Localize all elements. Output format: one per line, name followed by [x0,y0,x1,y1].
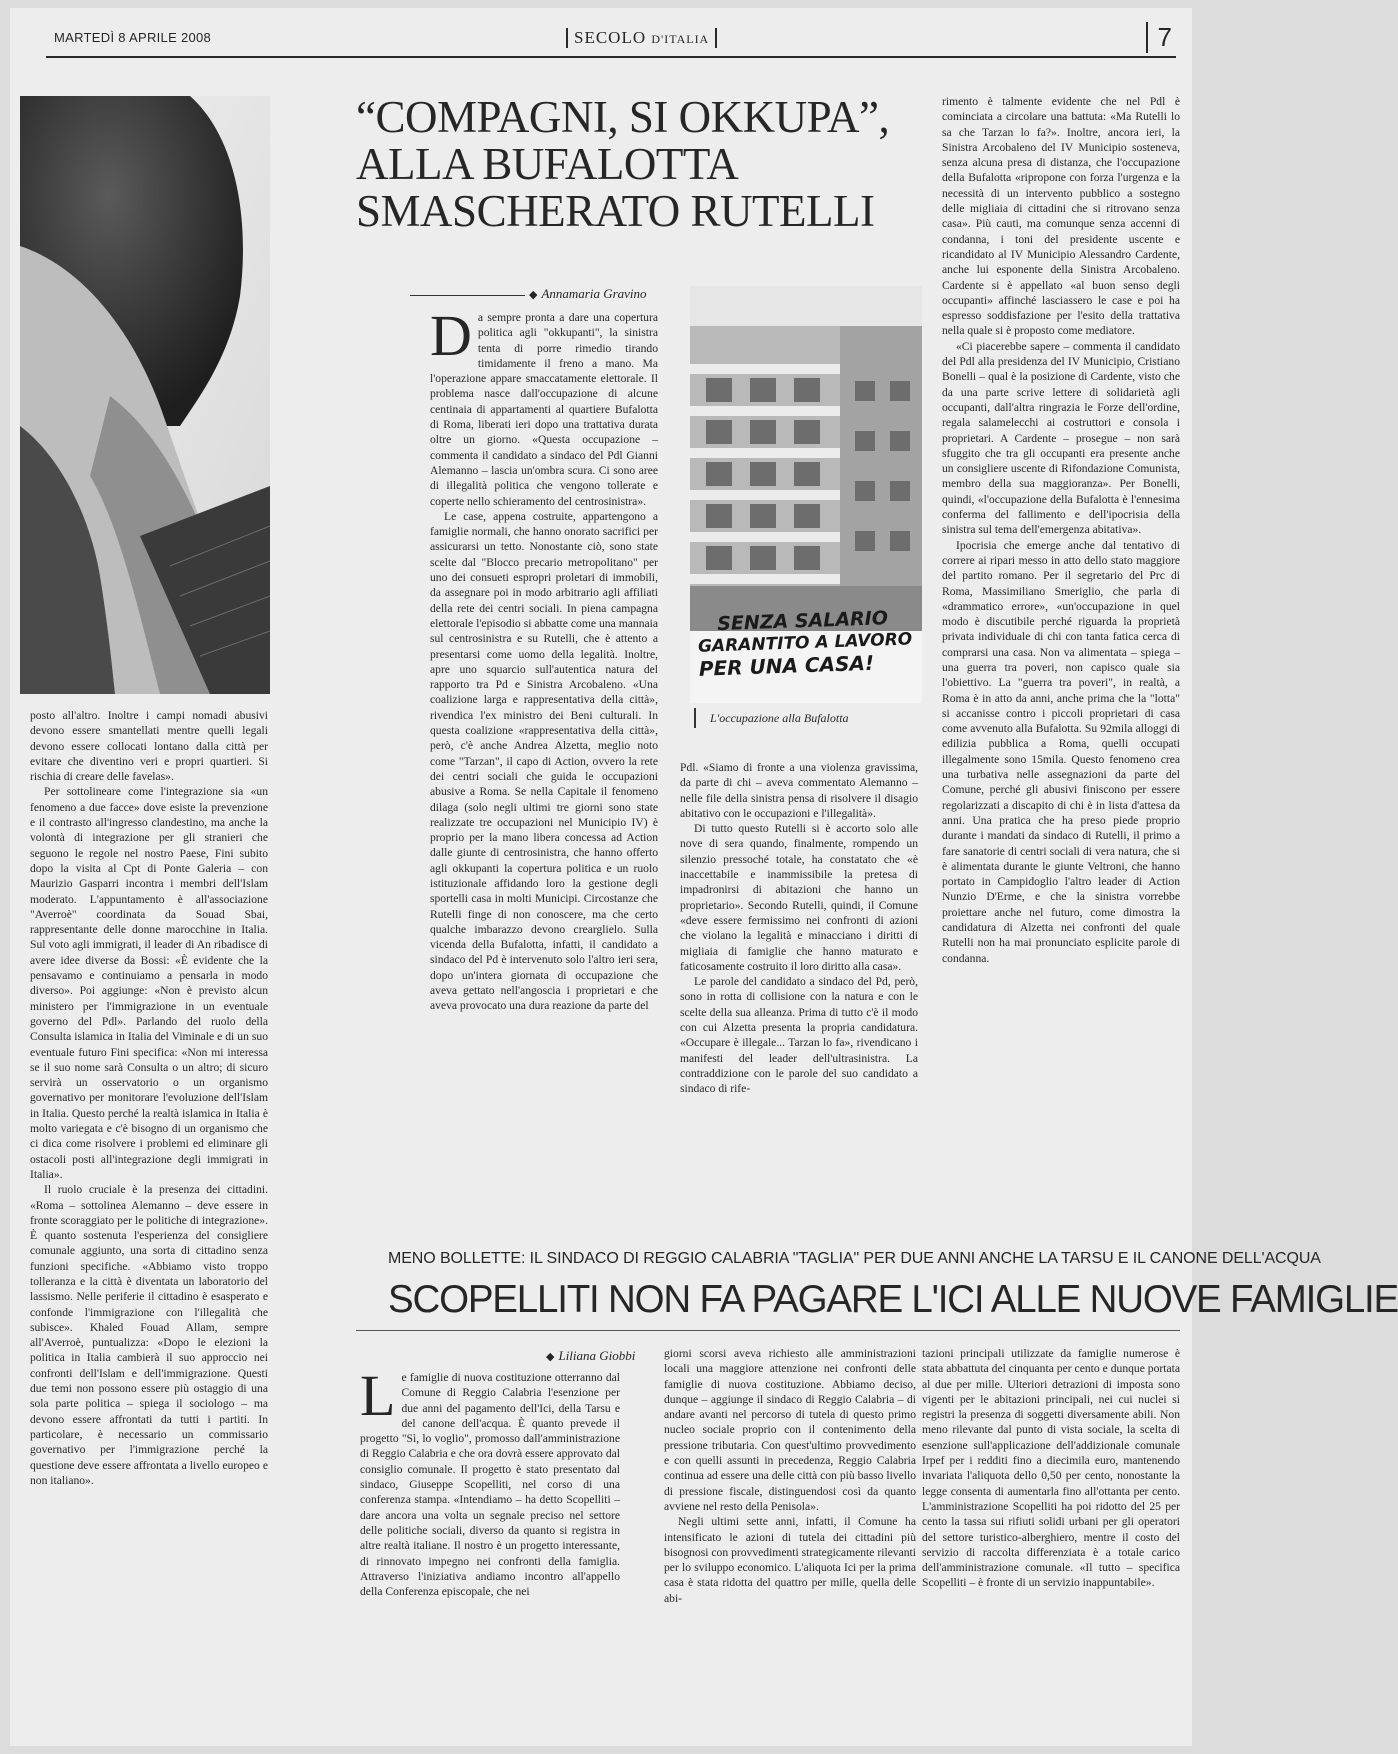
second-article-headline: SCOPELLITI NON FA PAGARE L'ICI ALLE NUOVE FAMIGLIE [388,1278,1398,1321]
byline-author: Liliana Giobbi [558,1348,636,1363]
paragraph: Le case, appena costruite, appartengono a famiglie normali, che hanno onorato sacrifici per assicurarsi un tetto. Nonostante ciò, sono state scelte dal "Blocco precario metropolitano" per uno dei consueti espropri proletari di immobili, da assegnare poi in modo arbitrario agli affiliati della rete dei centri sociali. In piena campagna elettorale l'episodio si abbatte come una mannaia sul centrosinistra e su Rutelli, che è attento a presentarsi come uomo della legalità. Inoltre, apre uno squarcio sull'autentica natura del rapporto tra Pd e Sinistra Arcobaleno. «Una coalizione larga e rappresentativa della città», rivendica l'ex ministro dei Beni culturali. In questa coalizione «rappresentativa della città», però, c'è anche Andrea Alzetta, meglio noto come "Tarzan", il capo di Action, ovvero la rete dei centri sociali che guida le occupazioni abusive a Roma. Se nella Capitale il fenomeno dilaga (solo negli ultimi tre giorni sono state realizzate tre occupazioni nel Municipio IV) è proprio per la mano libera concessa ad Action dalle giunte di centrosinistra, che hanno offerto agli okkupanti la copertura politica e un ruolo istituzionale affidando loro la gestione degli sportelli casa in molti Municipi. Circostanze che Rutelli finge di non conoscere, ma che certo qualche imbarazzo devono crearglielo. Sulla vicenda della Bufalotta, infatti, il candidato a sindaco del Pd è intervenuto solo l'altro ieri sera, dopo un'intera giornata di occupazione che aveva gettato nell'angoscia i proprietari e che aveva provocato una dura reazione da parte del [430,509,658,1013]
main-headline [356,94,916,235]
paragraph: Di tutto questo Rutelli si è accorto solo alle nove di sera quando, finalmente, rompendo un silenzio pressoché totale, ha constatato che «è inaccettabile e inammissibile la pretesa di impadronirsi di abitazioni che hanno un proprietario». Secondo Rutelli, quindi, il Comune «deve essere fermissimo nei confronti di azioni che violano la legalità e minacciano i diritti di migliaia di famiglie che hanno maturato e faticosamente costruito il loro diritto alla casa». [680,822,918,973]
left-column-text [30,708,268,1708]
paragraph: rimento è talmente evidente che nel Pdl è cominciata a circolare una battuta: «Ma Rutelli lo sa che Tarzan lo fa?». Inoltre, ancora ieri, la Sinistra Arcobaleno del IV Municipio sosteneva, senza alcuna presa di distanza, che l'occupazione della Bufalotta «ripropone con forza l'urgenza e la necessità di un intervento pubblico a sostegno delle migliaia di cittadini che si ritrovano senza casa». Più cauti, ma comunque senza accenni di condanna, i toni del presidente uscente e ricandidato al IV Municipio Alessandro Cardente, anche lui esponente della Sinistra Arcobaleno. Cardente si è appellato «al buon senso degli occupanti» affinché lasciassero le case e poi ha espresso soddisfazione per l'esito della trattativa nella quale si è proposto come mediatore. [942,95,1180,338]
photo-caption: L'occupazione alla Bufalotta [694,708,849,728]
headline-line: SMASCHERATO RUTELLI [356,186,875,236]
paragraph: Le parole del candidato a sindaco del Pd, però, sono in rotta di collisione con la natura e con le scelte della sua alleanza. Prima di tutto c'è il modo con cui Alzetta presenta la propria candidatura. «Occupare è illegale... Tarzan lo fa», rivendicano i manifesti del leader dell'ultrasinistra. La contraddizione con le parole del suo candidato a sindaco di rife- [680,975,918,1096]
paragraph: e famiglie di nuova costituzione otterranno dal Comune di Reggio Calabria l'esenzione per due anni del pagamento dell'Ici, della Tarsu e del canone dell'acqua. È quanto prevede il progetto "Sì, lo voglio", promosso dall'amministrazione di Reggio Calabria e che ora dovrà essere approvato dal consiglio comunale. Il progetto è stato presentato dal sindaco, Giuseppe Scopelliti, nel corso di una conferenza stampa. «Intendiamo – ha detto Scopelliti – dare ancora una volta un segnale preciso nel settore delle politiche sociali, diverso da quanto si registra in altre realtà italiane. Il nostro è un progetto interessante, di rinnovato impegno nei confronti della famiglia. Attraverso l'iniziativa andiamo incontro all'appello della Conferenza episcopale, che nei [360,1371,620,1599]
second-article-kicker: MENO BOLLETTE: IL SINDACO DI REGGIO CALABRIA "TAGLIA" PER DUE ANNI ANCHE LA TARSU E IL CANONE DELL'ACQUA [388,1250,1321,1267]
headline-line: “COMPAGNI, SI OKKUPA”, [356,92,890,142]
page-number: 7 [1146,22,1172,53]
paragraph: tazioni principali utilizzate da famiglie numerose è stata abbattuta del cinquanta per cento e dunque portata al due per mille. Ulteriori detrazioni di imposta sono vigenti per le abitazioni principali, nei cui nuclei si registri la presenza di soggetti diversamente abili. Non meno rilevante dal punto di vista sociale, la scelta di esenzione sull'applicazione dell'addizionale comunale Irpef per i redditi fino a diecimila euro, mantenendo invariata l'aliquota dello 0,50 per cento, nonostante la legge consenta di aumentarla fino all'ottanta per cento. L'amministrazione Scopelliti ha poi ridotto del 25 per cento la tassa sui rifiuti solidi urbani per gli operatori del settore turistico-alberghiero, mentre il costo del servizio di raccolta differenziata è a totale carico dell'amministrazione comunale. «Il tutto – specifica Scopelliti – è fronte di un servizio inappuntabile». [922,1347,1180,1590]
paragraph: Per sottolineare come l'integrazione sia «un fenomeno a due facce» dove esiste la prevenzione e il contrasto all'ingresso clandestino, ma anche la volontà di integrazione per gli stranieri che seguono le regole nel nostro Paese, Fini subito dopo la visita al Cpt di Ponte Galeria – con Maurizio Gasparri incontra i membri dell'Islam moderato. L'appuntamento è all'associazione "Averroè" coordinata da Souad Sbai, rappresentante delle donne marocchine in Italia. Sul voto agli immigrati, il leader di An ribadisce di avere idee diverse da Bossi: «È evidente che la pensavamo e continuiamo a pensarla in modo diverso». Poi aggiunge: «Non è previsto alcun ministero per l'immigrazione in un eventuale governo del Pdl». Parlando del ruolo della Consulta islamica in Italia del Viminale e di un suo eventuale futuro Fini specifica: «Non mi interessa se il suo nome sarà Consulta o un altro; di sicuro servirà un osservatorio o un organismo governativo per monitorare l'evoluzione dell'Islam in Italia. Questo perché la realtà islamica in Italia è molto variegata e c'è bisogno di un organismo che ci dica come risolvere i problemi ed eliminare gli ostacoli posti all'integrazione degli immigrati in Italia». [30,785,268,1181]
main-article-col-2 [680,760,918,1178]
second-article-col-1 [360,1363,620,1710]
paragraph: giorni scorsi aveva richiesto alle amministrazioni locali una maggiore attenzione nei confronti delle famiglie di nuova costituzione. Abbiamo deciso, dunque – aggiunge il sindaco di Reggio Calabria – di andare avanti nel percorso di tutela di questo primo nucleo sociale proprio con il contenimento della pressione tributaria. Con quest'ultimo provvedimento e con quelli assunti in precedenza, Reggio Calabria continua ad essere una delle città con più basso livello di pressione fiscale, distinguendosi così da quanto avviene nel resto della Penisola». [664,1347,916,1513]
paragraph: «Ci piacerebbe sapere – commenta il candidato del Pdl alla presidenza del IV Municipio, Cristiano Bonelli – qual è la posizione di Cardente, visto che da una parte scrive lettere di solidarietà agli occupanti, dall'altra ringrazia le Forze dell'ordine, regala salamelecchi ai costruttori e consola i proprietari. A Cardente – prosegue – non sarà sfuggito che tra gli occupanti era presente anche un consigliere uscente di Rifondazione Comunista, membro della sua maggioranza». Per Bonelli, quindi, «l'occupazione della Bufalotta è l'ennesima conferma del fallimento e dell'ipocrisia della sinistra sul tema dell'emergenza abitativa». [942,339,1180,537]
paragraph: Pdl. «Siamo di fronte a una violenza gravissima, da parte di chi – aveva commentato Alemanno – nelle file della sinistra pensa di risolvere il disagio abitativo con le occupazioni e l'illegalità». [680,761,918,820]
banner-line: PER UNA CASA! [698,650,875,681]
paper-name [566,28,717,48]
main-byline [410,286,647,302]
diamond-icon: ◆ [546,1351,555,1363]
paper-name-suffix: D'ITALIA [651,32,710,46]
main-article-col-1 [430,303,658,1178]
main-article-col-3 [942,94,1180,1178]
paper-name-main: SECOLO [574,28,647,47]
byline-author: Annamaria Gravino [541,286,647,301]
paragraph: a sempre pronta a dare una copertura politica agli "okkupanti", la sinistra tenta di porre rimedio tirando timidamente il freno a mano. Ma l'operazione appare smaccatamente elettorale. Il problema nasce dall'occupazione di alcune centinaia di appartamenti al quartiere Bufalotta di Roma, liberati ieri dopo una trattativa durata oltre un giorno. «Questa occupazione – commenta il candidato a sindaco del Pdl Gianni Alemanno – lascia un'ombra scura. Ci sono aree di illegalità politica che vengono tollerate e coperte nello schieramento del centrosinistra». [430,311,658,508]
headline-line: ALLA BUFALOTTA [356,139,739,189]
paragraph: Ipocrisia che emerge anche dal tentativo di correre ai ripari messo in atto dello stato maggiore del partito romano. Per il segretario del Prc di Roma, Massimiliano Smeriglio, che parla di «drammatico errore», «un'occupazione in quel modo è discutibile perché riguarda la proprietà privata individuale di chi con tanta fatica cerca di comprarsi una casa. Non va alimentata – spiega – una guerra tra poveri, non capisco quale sia l'obiettivo. La "guerra tra poveri", in realtà, a Roma è in atto da anni, anche prima che la "lotta" si accanisse contro i piccoli proprietari di casa come avvenuto alla Bufalotta. Su 92mila alloggi di edilizia pubblica a Roma, quelli occupati illegalmente sono 15mila. Questo fenomeno crea una turbativa nelle assegnazioni da parte del Comune, perché gli abusivi finiscono per essere regolarizzati a discapito di chi è in lista d'attesa da anni. Una pratica che ha preso piede proprio durante i mandati da sindaco di Rutelli, il primo a fare sanatorie di centri sociali di vera natura, che si è alimentata durante le giunte Veltroni, che hanno portato in Campidoglio l'altro leader di Action Nunzio D'Erme, e che la sinistra vorrebbe proiettare anche nel futuro, come dimostra la candidatura di Alzetta nei confronti del quale Rutelli non ha mai pronunciato esplicite parole di condanna. [942,538,1180,965]
dropcap: D [430,303,472,368]
paragraph: Il ruolo cruciale è la presenza dei cittadini. «Roma – sottolinea Alemanno – deve essere in fronte scoraggiato per le politiche di integrazione». È quanto sostenuta l'esperienza del consigliere comunale aggiunto, una sorta di cittadino senza funzioni specifiche. «Abbiamo visto troppo tolleranza e la città è diventata un laboratorio del lassismo. Nelle periferie il cittadino è esasperato e confonde l'immigrazione con l'illegalità che subisce». Khaled Fouad Allam, sempre all'Averroè, puntualizza: «Dopo le elezioni la politica in Italia cambierà il suo approccio nei confronti dell'Islam e dell'immigrazione. Questi due temi non possono essere più ostaggio di una sola parte politica – spiega il sociologo – ma devono essere affrontati da tutti i partiti. In particolare, è necessario un commissario governativo per l'immigrazione perché la questione deve essere affrontata a livello europeo e non italiano». [30,1183,268,1487]
issue-date: MARTEDÌ 8 APRILE 2008 [54,30,212,45]
building-photo [690,286,922,703]
diamond-icon: ◆ [529,289,538,301]
second-byline [546,1348,635,1364]
second-article-col-3 [922,1346,1180,1710]
byline-rule [410,295,525,296]
banner-line: SENZA SALARIO [716,607,889,636]
paragraph: Negli ultimi sette anni, infatti, il Comune ha intensificato le azioni di tutela dei cittadini più bisognosi con provvedimenti strategicamente rilevanti per lo sviluppo economico. L'aliquota Ici per la prima casa è stata ridotta del quattro per mille, quella delle abi- [664,1515,916,1605]
protest-banner [697,606,919,680]
dropcap: L [360,1363,396,1428]
second-article-col-2 [664,1346,916,1710]
banner-line: GARANTITO A LAVORO [697,629,913,657]
portrait-photo [20,96,270,694]
masthead [46,24,1176,58]
newspaper-page [10,8,1398,1746]
paragraph: posto all'altro. Inoltre i campi nomadi abusivi devono essere smantellati mentre quelli legali devono essere collocati lontano dalla città per evitare che diventino veri e propri quartieri. Si rischia di creare delle favelas». [30,709,268,784]
